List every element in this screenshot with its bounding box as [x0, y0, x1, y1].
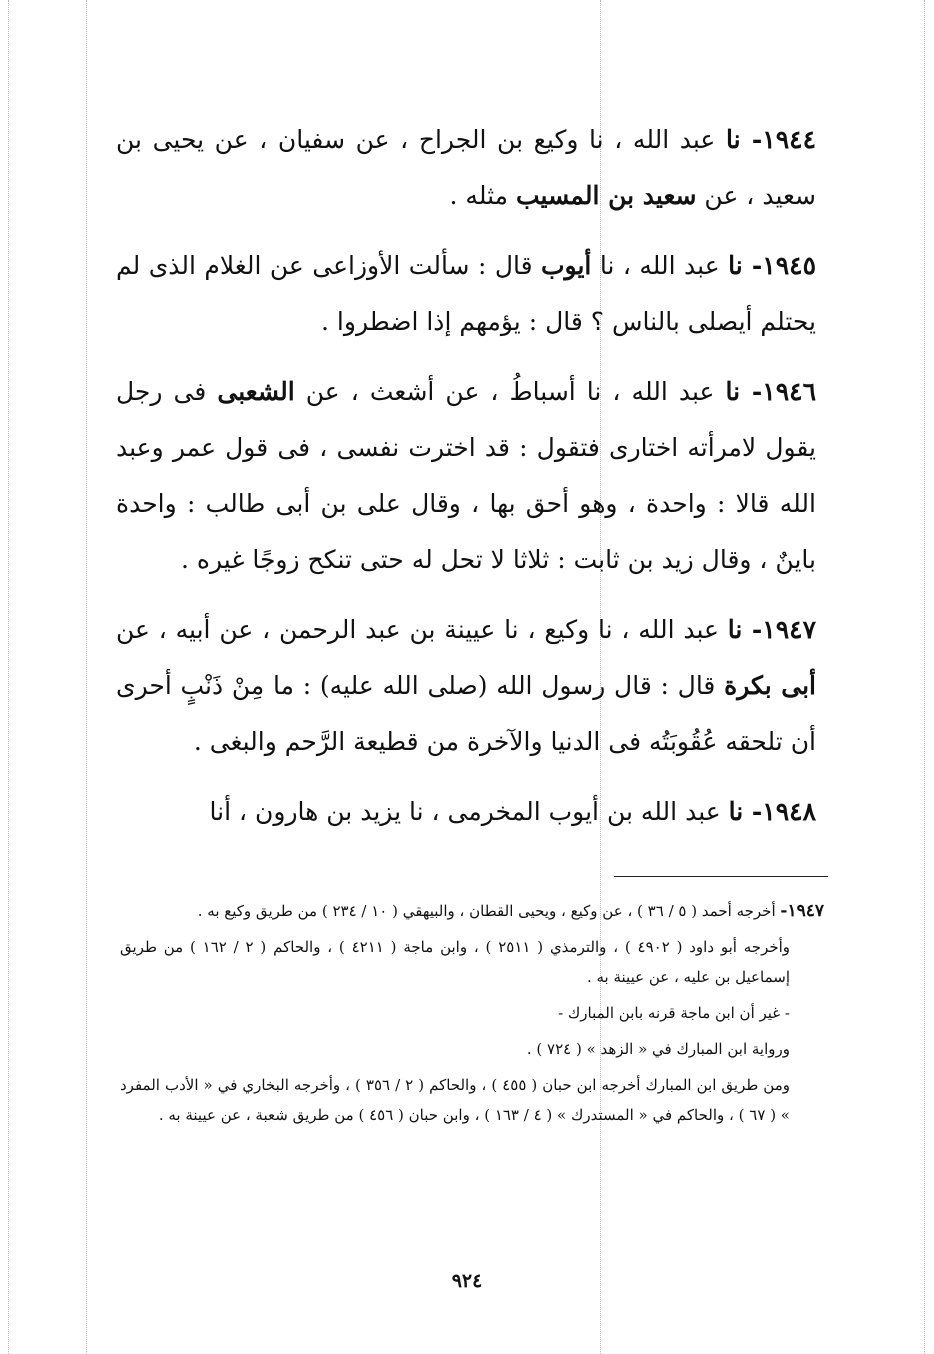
footnote-text: ومن طريق ابن المبارك أخرجه ابن حبان ( ٤٥٥ ) ، والحاكم ( ٢ / ٣٥٦ ) ، وأخرجه البخاري في « الأدب المفرد » ( ٦٧ ) ، والحاكم في « المستدرك » ( ٤ / ١٦٣ ) ، وابن حبان ( ٤٥٦ ) من طريق شعبة ، عن عيينة به .: [120, 1076, 790, 1124]
hadith-text: مثله .: [449, 181, 516, 210]
hadith-paragraph: [116, 364, 816, 588]
page-number: ٩٢٤: [451, 1270, 483, 1292]
footnote-text: وأخرجه أبو داود ( ٤٩٠٢ ) ، والترمذي ( ٢٥١١ ) ، وابن ماجة ( ٤٢١١ ) ، والحاكم ( ٢ / ١٦٢ ) من طريق إسماعيل بن عليه ، عن عيينة به .: [120, 938, 791, 986]
hadith-number: ١٩٤٤-: [751, 125, 816, 154]
bold-narrator-text: نا: [728, 251, 752, 280]
bold-narrator-text: نا: [728, 797, 752, 826]
bold-narrator-text: نا: [727, 615, 752, 644]
hadith-text: عبد الله ، نا وكيع بن الجراح ، عن سفيان ، عن يحيى بن سعيد ، عن: [116, 125, 816, 210]
footnotes: [120, 896, 824, 1136]
footnote-number: ١٩٤٧-: [780, 901, 824, 921]
footnote-text: ورواية ابن المبارك في « الزهد » ( ٧٢٤ ) .: [526, 1040, 790, 1058]
hadith-paragraph: [116, 112, 816, 224]
hadith-text: عبد الله ، نا أسباطُ ، عن أشعث ، عن: [294, 377, 726, 406]
bold-narrator-text: نا: [725, 125, 752, 154]
bold-narrator-text: أبى بكرة: [724, 671, 816, 700]
footnote-line: [120, 998, 824, 1028]
hadith-text: عبد الله ، نا: [591, 251, 729, 280]
footnote-separator: [614, 876, 828, 877]
hadith-text: فى رجل يقول لامرأته اختارى فتقول : قد اخترت نفسى ، فى قول عمر وعبد الله قالا : واحدة ، وهو أحق بها ، وقال على بن أبى طالب : واحدة باينٌ ، وقال زيد بن ثابت : ثلاثا لا تحل له حتى تنكح زوجًا غيره .: [116, 377, 816, 574]
hadith-text: عبد الله بن أيوب المخرمى ، نا يزيد بن هارون ، أنا: [209, 797, 729, 826]
bold-narrator-text: سعيد بن المسيب: [515, 181, 697, 210]
hadith-paragraph: [116, 602, 816, 770]
hadith-paragraph: [116, 238, 816, 350]
hadith-text: قال : سألت الأوزاعى عن الغلام الذى لم يحتلم أيصلى بالناس ؟ قال : يؤمهم إذا اضطروا .: [116, 251, 816, 336]
hadith-number: ١٩٤٥-: [751, 251, 817, 280]
bold-narrator-text: الشعبى: [217, 377, 295, 406]
footnote-line: [120, 1070, 824, 1130]
footnote-line: [120, 932, 824, 992]
footnote-line: [120, 896, 824, 926]
scan-edge-line: [8, 0, 9, 1354]
hadith-number: ١٩٤٨-: [751, 797, 816, 826]
scan-edge-line: [924, 0, 925, 1354]
footnote-line: [120, 1034, 824, 1064]
main-text: [116, 112, 816, 854]
hadith-number: ١٩٤٧-: [751, 615, 816, 644]
hadith-paragraph: [116, 784, 816, 840]
scan-edge-line: [86, 0, 87, 1354]
footnote-text: أخرجه أحمد ( ٥ / ٣٦ ) ، عن وكيع ، ويحيى القطان ، والبيهقي ( ١٠ / ٢٣٤ ) من طريق وكيع به .: [197, 902, 781, 920]
bold-narrator-text: نا: [725, 377, 752, 406]
hadith-text: عبد الله ، نا وكيع ، نا عيينة بن عبد الرحمن ، عن أبيه ، عن: [116, 615, 728, 644]
hadith-number: ١٩٤٦-: [751, 377, 816, 406]
bold-narrator-text: أيوب: [541, 251, 592, 280]
footnote-text: - غير أن ابن ماجة قرنه بابن المبارك -: [558, 1004, 790, 1022]
hadith-text: قال : قال رسول الله (صلى الله عليه) : ما مِنْ ذَنْبٍ أحرى أن تلحقه عُقُوبَتُه فى الدنيا والآخرة من قطيعة الرَّحم والبغى .: [116, 671, 816, 756]
